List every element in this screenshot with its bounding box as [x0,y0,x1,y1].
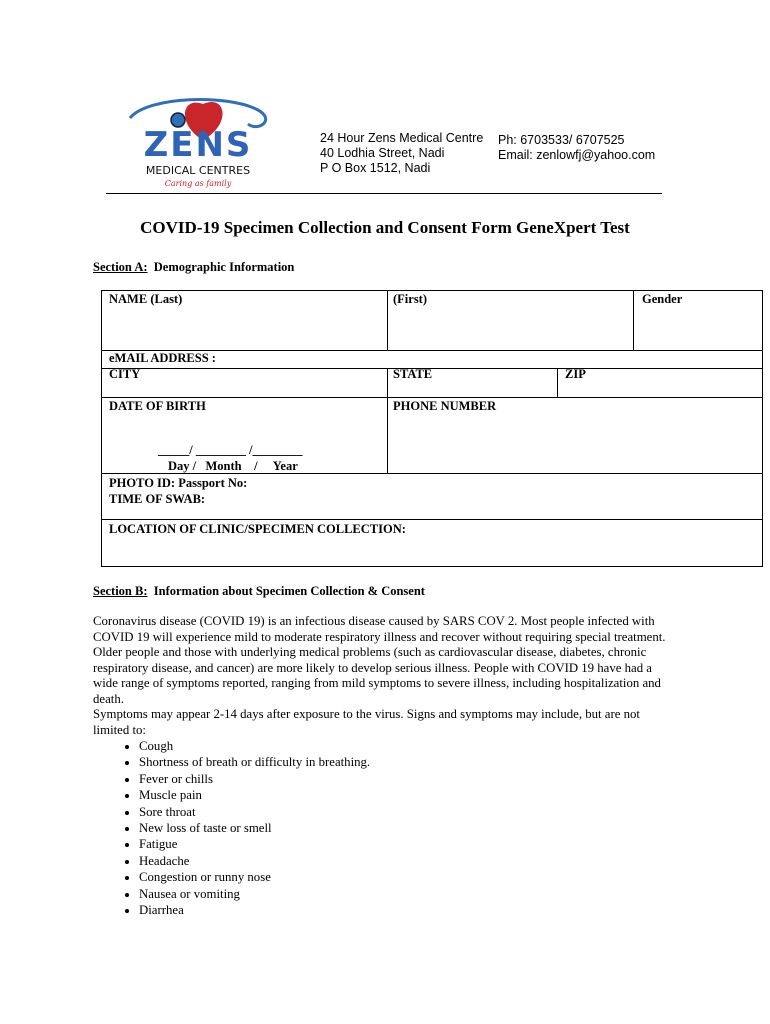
col-divider [387,291,388,350]
demographic-table [101,290,763,567]
phone-label[interactable]: PHONE NUMBER [393,399,497,413]
paragraph-intro: Coronavirus disease (COVID 19) is an infectious disease caused by SARS COV 2. Most people infected with COVID 19 will experience mild to moderate respiratory illness and recover without requiring special treatment. Older people and those with underlying medical problems (such as cardiovascular disease, diabetes, chronic respiratory disease, and cancer) are more likely to develop serious illness. People with COVID 19 have had a wide range of symptoms reported, ranging from mild symptoms to severe illness, including hospitalization and death. [93,614,666,706]
phone-text: Ph: 6703533/ 6707525 [498,133,625,147]
zens-logo [108,88,288,192]
section-a-label: Section A: [93,260,148,274]
section-a-heading [93,260,294,275]
list-item: • Fever or chills [139,771,370,787]
address-line: P O Box 1512, Nadi [320,161,431,175]
address-line: 40 Lodhia Street, Nadi [320,146,445,160]
address-line: 24 Hour Zens Medical Centre [320,131,484,145]
section-b-label: Section B: [93,584,148,598]
dob-label[interactable]: DATE OF BIRTH [109,399,206,413]
dob-parts: Day / Month / Year [168,459,298,473]
logo-brand: ZENS [143,125,253,165]
list-item: • Congestion or runny nose [139,869,370,885]
city-label[interactable]: CITY [109,367,141,381]
state-label[interactable]: STATE [393,367,433,381]
col-divider [557,368,558,397]
list-item: • New loss of taste or smell [139,820,370,836]
list-item: • Muscle pain [139,787,370,803]
gender-label[interactable]: Gender [642,292,683,306]
list-item: • Diarrhea [139,902,370,918]
logo-tagline: Caring as family [164,179,232,188]
list-item: • Nausea or vomiting [139,886,370,902]
logo-graphic [108,88,288,192]
list-item: • Sore throat [139,804,370,820]
section-b-heading [93,584,425,599]
section-a-title: Demographic Information [153,260,295,274]
location-label[interactable]: LOCATION OF CLINIC/SPECIMEN COLLECTION: [109,522,406,536]
form-title: COVID-19 Specimen Collection and Consent Form GeneXpert Test [140,218,630,237]
row-divider [102,519,762,520]
dob-blank[interactable]: _____/ ________ /________ [158,443,303,457]
email-text: Email: zenlowfj@yahoo.com [498,148,656,162]
list-item: • Fatigue [139,836,370,852]
name-last-label[interactable]: NAME (Last) [109,292,183,306]
paragraph-symptoms: Symptoms may appear 2-14 days after exposure to the virus. Signs and symptoms may include, but are not limited to: [93,707,640,737]
list-item: • Cough [139,738,370,754]
list-item: • Shortness of breath or difficulty in breathing. [139,754,370,770]
list-item: • Headache [139,853,370,869]
photo-id-label[interactable]: PHOTO ID: Passport No: [109,476,248,490]
header-divider [106,193,662,194]
contact-block [498,133,655,163]
col-divider [387,368,388,473]
first-name-label[interactable]: (First) [393,292,428,306]
consent-text [93,614,673,738]
email-label[interactable]: eMAIL ADDRESS : [109,351,216,365]
row-divider [102,397,762,398]
address-block [320,131,483,176]
time-swab-label[interactable]: TIME OF SWAB: [109,492,206,506]
col-divider [633,291,634,350]
section-b-title: Information about Specimen Collection & Consent [153,584,425,598]
zip-label[interactable]: ZIP [565,367,586,381]
symptom-list [93,738,370,918]
logo-sub: MEDICAL CENTRES [145,164,251,177]
